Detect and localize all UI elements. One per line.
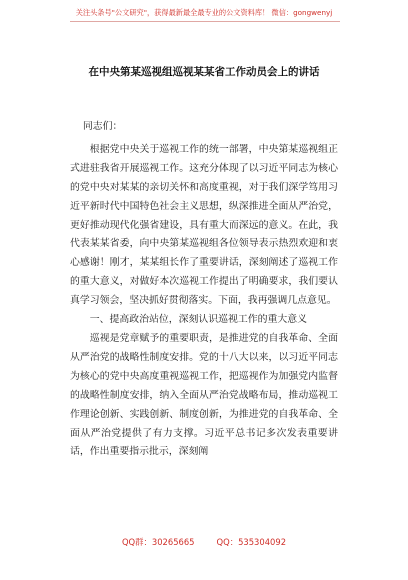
- footer-qq-number: QQ：535304092: [216, 537, 287, 547]
- footer-qq-group: QQ群：30265665: [121, 537, 195, 547]
- salutation: 同志们：: [82, 121, 123, 132]
- document-title: 在中央第某巡视组巡视某某省工作动员会上的讲话: [88, 66, 320, 78]
- header-divider: [70, 21, 340, 22]
- section-paragraph: 巡视是党章赋予的重要职责，是推进党的自我革命、全面从严治党的战略性制度安排。党的十八大以来，以习近平同志为核心的党中央高度重视巡视工作，把巡视作为加强党内监督的战略性制度安排，纳入全面从严治党战略布局，推动巡视工作理论创新、实践创新、制度创新，为推进党的自我革命、全面从严治党提供了有力支撑。习近平总书记多次发表重要讲话，作出重要指示批示，深刻阐: [70, 332, 338, 458]
- footer-contact: [0, 536, 408, 548]
- section-heading: 一、提高政治站位，深刻认识巡视工作的重大意义: [89, 314, 308, 326]
- body-paragraph: 根据党中央关于巡视工作的统一部署，中央第某巡视组正式进驻我省开展巡视工作。这充分体现了以习近平同志为核心的党中央对某某的亲切关怀和高度重视，对于我们深学笃用习近平新时代中国特色社会主义思想，纵深推进全面从严治党，更好推动现代化强省建设，具有重大而深远的意义。在此，我代表某某省委，向中央第某巡视组各位领导表示热烈欢迎和衷心感谢！刚才，某某组长作了重要讲话，深刻阐述了巡视工作的重大意义，对做好本次巡视工作提出了明确要求，我们要认真学习领会，坚决抓好贯彻落实。下面，我再强调几点意见。: [70, 143, 338, 307]
- header-promo-text: 关注头条号"公文研究"，获得最新最全最专业的公文资料库！ 微信：gongwenyj: [75, 8, 333, 17]
- document-body: [70, 118, 338, 462]
